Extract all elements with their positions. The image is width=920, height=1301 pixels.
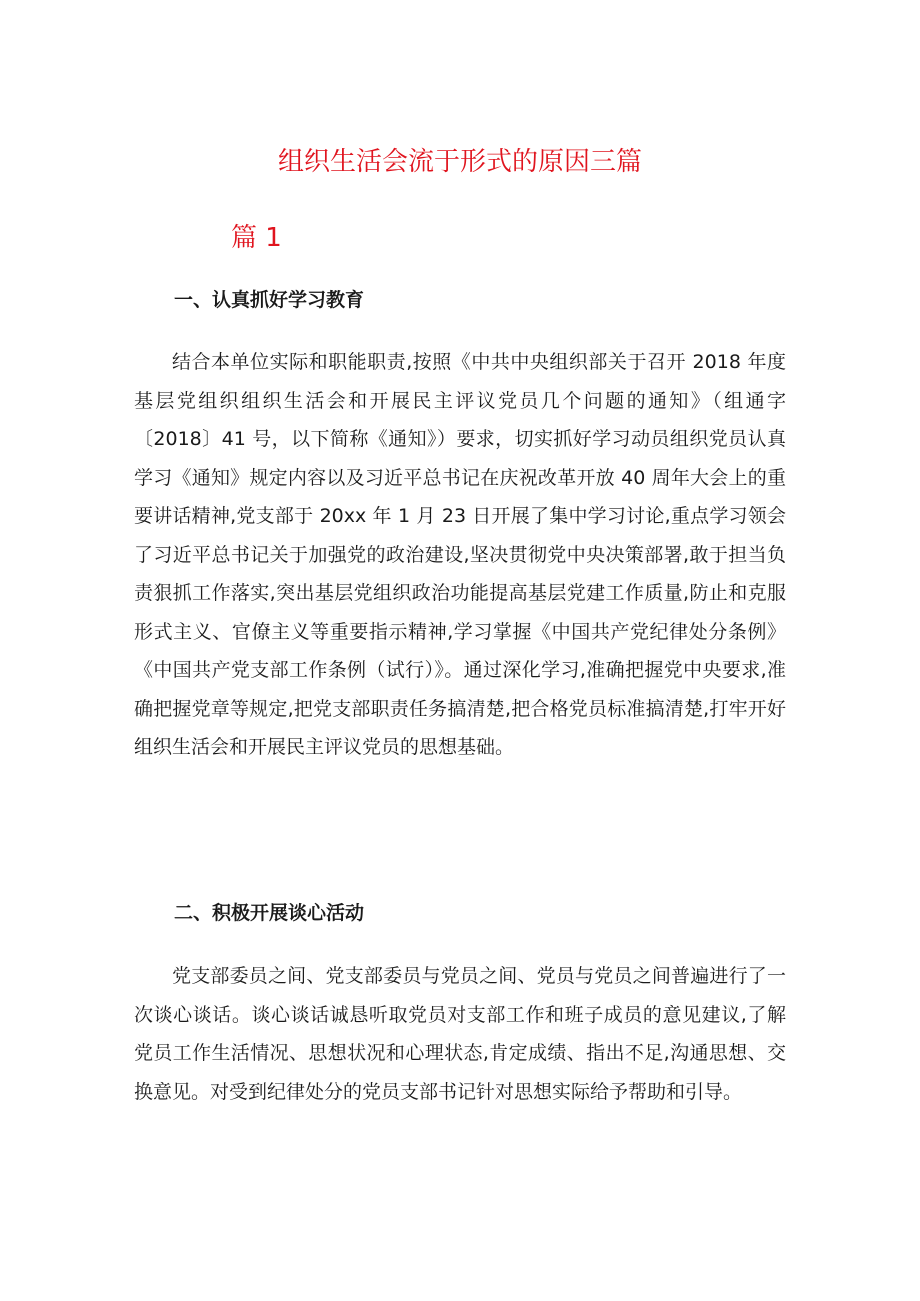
section-paragraph-2: 党支部委员之间、党支部委员与党员之间、党员与党员之间普遍进行了一次谈心谈话。谈心谈话诚恳听取党员对支部工作和班子成员的意见建议,了解党员工作生活情况、思想状况和心理状态,肯定成绩、指出不足,沟通思想、交换意见。对受到纪律处分的党员支部书记针对思想实际给予帮助和引导。: [134, 965, 786, 1103]
section-heading-1: 一、认真抓好学习教育: [174, 289, 365, 311]
section-heading-2: 二、积极开展谈心活动: [174, 902, 365, 924]
document-title: 组织生活会流于形式的原因三篇: [277, 147, 642, 177]
part-label: 篇 1: [231, 223, 282, 253]
section-paragraph-1: 结合本单位实际和职能职责,按照《中共中央组织部关于召开 2018 年度基层党组织组织生活会和开展民主评议党员几个问题的通知》（组通字〔2018〕41 号，以下简称《通知》）要求，切实抓好学习动员组织党员认真学习《通知》规定内容以及习近平总书记在庆祝改革开放 40 周年大会上的重要讲话精神,党支部于 20xx 年 1 月 23 日开展了集中学习讨论,重点学习领会了习近平总书记关于加强党的政治建设,坚决贯彻党中央决策部署,敢于担当负责狠抓工作落实,突出基层党组织政治功能提高基层党建工作质量,防止和克服形式主义、官僚主义等重要指示精神,学习掌握《中国共产党纪律处分条例》《中国共产党支部工作条例（试行）》。通过深化学习,准确把握党中央要求,准确把握党章等规定,把党支部职责任务搞清楚,把合格党员标准搞清楚,打牢开好组织生活会和开展民主评议党员的思想基础。: [134, 351, 786, 758]
